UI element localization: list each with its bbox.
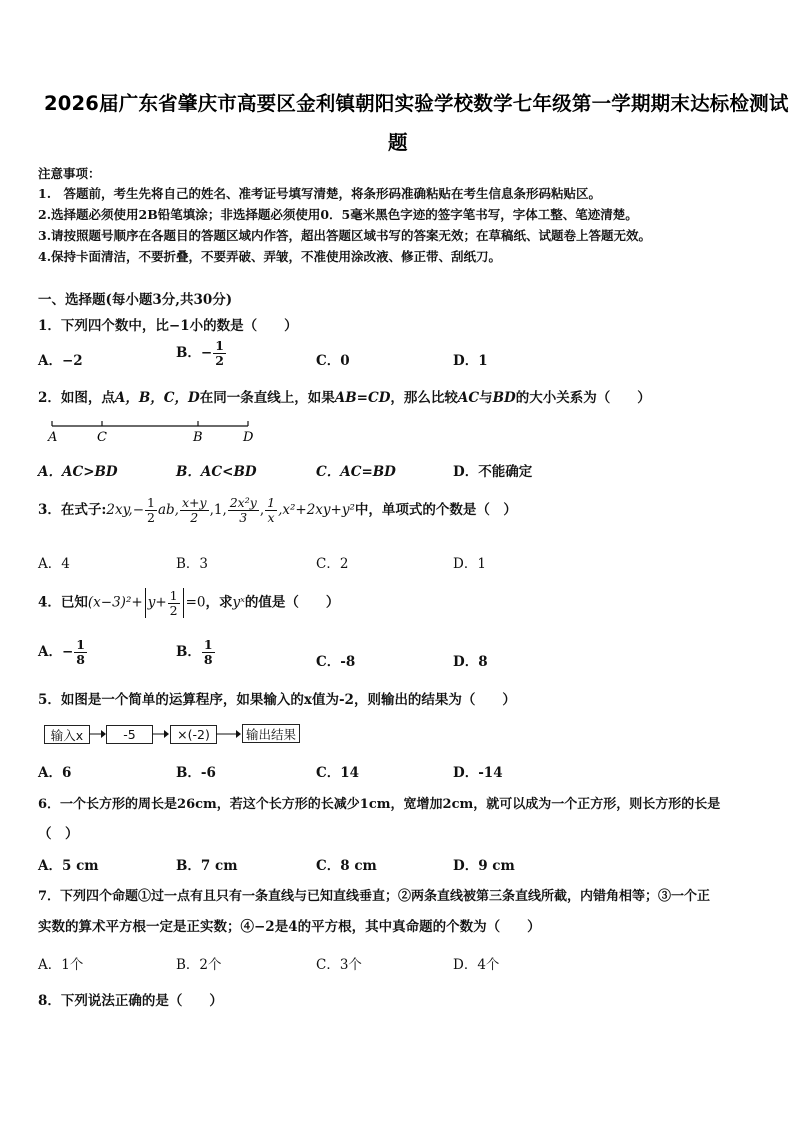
fraction [228, 496, 259, 525]
fraction-numerator: 2x²y [229, 495, 257, 510]
label-d: D [243, 430, 254, 445]
fraction-denominator: 2 [215, 353, 224, 368]
q5-option-d: D．-14 [453, 765, 503, 781]
question-7-stem-line2: 实数的算术平方根一定是正实数；④−2是4的平方根，其中真命题的个数为（ ） [38, 919, 541, 935]
notes-heading: 注意事项： [38, 166, 101, 181]
stem-text: 在同一条直线上，如果 [199, 390, 335, 406]
q1-option-b [176, 339, 227, 368]
q5-option-b: B．-6 [176, 765, 216, 781]
stem-text: ，求 [205, 594, 233, 611]
fraction-numerator: 1 [267, 495, 276, 510]
q1-option-d: D．1 [453, 353, 488, 369]
question-8-stem: 8．下列说法正确的是（ ） [38, 993, 223, 1009]
fraction-denominator: x [267, 510, 275, 525]
arrow-icon [152, 727, 170, 741]
note-item-4: 4.保持卡面清洁，不要折叠，不要弄破、弄皱，不准使用涂改液、修正带、刮纸刀。 [38, 249, 502, 264]
note-item-2: 2.选择题必须使用2B铅笔填涂；非选择题必须使用0．5毫米黑色字迹的签字笔书写，字体工整、笔迹清楚。 [38, 207, 638, 222]
fraction [74, 638, 87, 667]
flow-box-multiply: ×(-2) [170, 725, 217, 744]
q4-option-c: C．-8 [316, 654, 356, 670]
fraction-numerator: 1 [169, 587, 178, 603]
fraction-denominator: 8 [203, 652, 213, 667]
page-title: 2026届广东省肇庆市高要区金利镇朝阳实验学校数学七年级第一学期期末达标检测试 [44, 92, 789, 115]
q7-option-a: A．1个 [38, 957, 84, 973]
q6-option-c: C．8 cm [316, 858, 377, 874]
flow-box-input: 输入x [44, 725, 90, 744]
q4-option-d: D．8 [453, 654, 488, 670]
expr: y+ [147, 594, 167, 611]
q1-option-a: A．−2 [38, 353, 83, 369]
q6-option-b: B．7 cm [176, 858, 238, 874]
question-1-stem: 1．下列四个数中，比−1小的数是（ ） [38, 318, 298, 334]
q1-option-b-label: B．− [176, 345, 213, 361]
q3-option-c: C．2 [316, 556, 349, 572]
fraction-numerator: 1 [215, 338, 224, 353]
note-item-3: 3.请按照题号顺序在各题目的答题区域内作答，超出答题区域书写的答案无效；在草稿纸、试题卷上答题无效。 [38, 228, 652, 243]
q6-option-a: A．5 cm [38, 858, 99, 874]
q2-option-c: C．AC=BD [316, 464, 396, 480]
fraction-denominator: 2 [190, 510, 199, 525]
fraction-numerator: x+y [181, 495, 207, 510]
fraction [265, 496, 277, 525]
expr: =0 [185, 594, 206, 611]
question-6-stem-line1: 6．一个长方形的周长是26cm，若这个长方形的长减少1cm，宽增加2cm，就可以成为一个正方形，则长方形的长是 [38, 797, 721, 812]
expr: yˣ [232, 594, 245, 611]
points-text: A，B，C，D [114, 390, 200, 406]
option-label: B． [176, 644, 201, 660]
label-c: C [97, 430, 107, 445]
stem-text: 2．如图，点 [38, 390, 115, 406]
fraction [145, 496, 157, 525]
fraction-denominator: 2 [169, 602, 178, 618]
expr: 2xy,− [106, 502, 145, 518]
fraction-denominator: 2 [147, 510, 155, 525]
q5-option-a: A．6 [38, 765, 72, 781]
q6-option-d: D．9 cm [453, 858, 515, 874]
q2-option-a: A．AC>BD [38, 464, 118, 480]
q7-option-c: C．3个 [316, 957, 362, 973]
question-6-stem-line2: （ ） [38, 826, 79, 842]
q3-option-a: A．4 [38, 556, 70, 572]
question-3-stem [38, 496, 517, 525]
fraction-denominator: 8 [76, 652, 85, 667]
page-title-continued: 题 [388, 131, 408, 154]
q2-option-b: B．AC<BD [176, 464, 257, 480]
expr: ,x²+2xy+y² [278, 502, 355, 518]
q3-option-b: B．3 [176, 556, 209, 572]
option-label: A．− [38, 644, 74, 660]
stem-text: 与 [479, 390, 493, 406]
expr: ab, [157, 502, 179, 518]
label-b: B [193, 430, 203, 445]
fraction-numerator: 1 [147, 495, 155, 510]
q7-option-d: D．4个 [453, 957, 500, 973]
line-diagram [44, 416, 264, 446]
abs-bar-right [183, 588, 184, 618]
fraction-numerator: 1 [76, 637, 85, 652]
fraction-numerator: 1 [203, 637, 213, 652]
q2-option-d: D．不能确定 [453, 464, 533, 480]
fraction [180, 496, 209, 525]
fraction [168, 589, 180, 618]
question-4-stem [38, 588, 339, 618]
stem-text: 3．在式子: [38, 502, 107, 518]
q4-option-a [38, 638, 88, 667]
question-7-stem-line1: 7．下列四个命题①过一点有且只有一条直线与已知直线垂直；②两条直线被第三条直线所截，内错角相等；③一个正 [38, 889, 711, 904]
q1-option-c: C．0 [316, 353, 350, 369]
segment-bd: BD [492, 390, 516, 406]
fraction-denominator: 3 [239, 510, 248, 525]
question-5-stem: 5．如图是一个简单的运算程序，如果输入的x值为-2，则输出的结果为（ ） [38, 692, 516, 708]
stem-text: 中，单项式的个数是（ ） [354, 502, 517, 518]
stem-text: 的值是（ ） [244, 594, 340, 611]
q5-option-c: C．14 [316, 765, 360, 781]
stem-text: 的大小关系为（ ） [515, 390, 651, 406]
segment-ac: AC [457, 390, 480, 406]
stem-text: ，那么比较 [390, 390, 458, 406]
q7-option-b: B．2个 [176, 957, 222, 973]
question-2-stem [38, 386, 651, 406]
expr: (x−3)²+ [87, 594, 143, 611]
q3-option-d: D．1 [453, 556, 486, 572]
label-a: A [48, 430, 58, 445]
q4-option-b [176, 638, 216, 667]
stem-text: 4．已知 [38, 594, 88, 611]
flow-box-output: 输出结果 [242, 724, 300, 743]
arrow-icon [89, 727, 107, 741]
flow-box-subtract: -5 [106, 725, 153, 744]
arrow-icon [216, 727, 242, 741]
note-item-1: 1. 答题前，考生先将自己的姓名、准考证号填写清楚，将条形码准确粘贴在考生信息条形码粘贴区。 [38, 186, 602, 201]
condition-text: AB=CD [334, 390, 391, 406]
abs-bar-left [145, 588, 146, 618]
expr: , [259, 502, 265, 518]
section-heading: 一、选择题(每小题3分,共30分) [38, 292, 233, 308]
q1-option-b-fraction [213, 339, 226, 368]
expr: ,1, [209, 502, 227, 518]
fraction [202, 638, 215, 667]
